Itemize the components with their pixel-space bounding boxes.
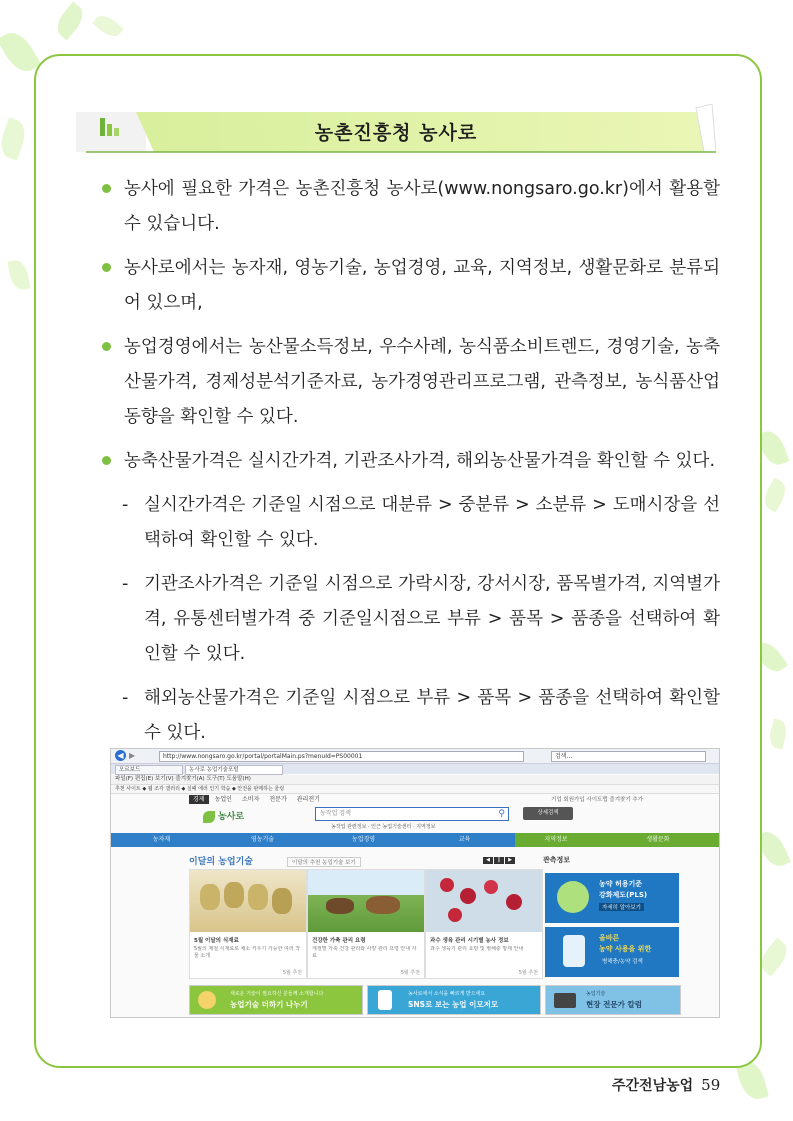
browser-tabs bbox=[111, 764, 719, 774]
mainnav-item[interactable]: 농자재 bbox=[152, 836, 171, 843]
bullet-item: 농사에 필요한 가격은 농촌진흥청 농사로(www.nongsaro.go.kr)에서 활용할 수 있습니다. bbox=[100, 172, 720, 242]
sub-item: - 기관조사가격은 기준일 시점으로 가락시장, 강서시장, 품목별가격, 지역별가격, 유통센터별가격 중 기준일시점으로 부류 > 품목 > 품종을 선택하여 확인할 수 있다. bbox=[122, 574, 720, 664]
banner-title: 농촌진흥청 농사로 bbox=[314, 122, 478, 144]
browser-tab[interactable]: 오르보드 bbox=[115, 765, 183, 775]
publication-name: 주간전남농업 bbox=[612, 1078, 694, 1094]
carousel-pause-icon[interactable]: ❙ bbox=[494, 857, 504, 864]
browser-search-input[interactable]: 검색... bbox=[551, 751, 706, 762]
section-banner bbox=[76, 104, 716, 156]
decorative-leaf bbox=[0, 117, 30, 160]
bullet-item: 농축산물가격은 실시간가격, 기관조사가격, 해외농산물가격을 확인할 수 있다. bbox=[100, 444, 720, 479]
monthly-tech-title: 이달의 농업기술 bbox=[189, 857, 253, 867]
bullet-dot bbox=[102, 456, 111, 465]
bullet-dot bbox=[102, 342, 111, 351]
browser-tab-active[interactable]: 농사로 농업기술포털 bbox=[185, 765, 283, 775]
decorative-leaf bbox=[8, 259, 31, 292]
food-image bbox=[190, 870, 306, 932]
fruit-image bbox=[426, 870, 542, 932]
tech-card[interactable]: 5월 이달의 식재료 5월의 제철 식재료로 채소 키우기 가능한 여러 작물 소개 5월 추천 bbox=[189, 869, 307, 979]
mainnav-item[interactable]: 지역정보 bbox=[515, 833, 597, 847]
carousel-controls bbox=[483, 855, 516, 864]
topnav-item[interactable]: 경제 bbox=[189, 795, 209, 804]
bullet-dot bbox=[102, 184, 111, 193]
website-screenshot bbox=[110, 748, 720, 1018]
spray-bottle-icon bbox=[563, 935, 585, 967]
browser-menubar[interactable]: 파일(F) 편집(E) 보기(V) 즐겨찾기(A) 도구(T) 도움말(H) bbox=[111, 775, 720, 785]
back-icon[interactable]: ◀ bbox=[115, 750, 126, 761]
decorative-leaf bbox=[767, 718, 790, 749]
decorative-leaf bbox=[760, 478, 791, 513]
sns-banner[interactable]: 농사로에서 소식을 빠르게 받으세요 SNS로 보는 농업 이모저모 bbox=[367, 985, 541, 1015]
topnav-item[interactable]: 전문가 bbox=[269, 796, 287, 803]
decorative-leaf bbox=[51, 2, 88, 41]
monthly-tech-more[interactable]: 이달의 추천 농업기술 보기 bbox=[287, 857, 361, 867]
article-body bbox=[100, 172, 720, 760]
topnav-item[interactable]: 농업인 bbox=[214, 796, 232, 803]
site-main-nav bbox=[111, 833, 719, 847]
search-icon[interactable]: ⚲ bbox=[498, 809, 505, 819]
url-input[interactable]: http://www.nongsaro.go.kr/portal/portalMain.ps?menuId=PS00001 bbox=[159, 751, 524, 762]
detail-search-button[interactable]: 상세검색 bbox=[523, 807, 573, 820]
bullet-item: 농업경영에서는 농산물소득정보, 우수사례, 농식품소비트렌드, 경영기술, 농축산물가격, 경제성분석기준자료, 농가경영관리프로그램, 관측정보, 농식품산업동향을 확인할 수 있다. bbox=[100, 330, 720, 435]
topnav-item[interactable]: 소비자 bbox=[241, 796, 260, 803]
site-logo[interactable]: 농사로 bbox=[203, 805, 273, 829]
page-footer bbox=[612, 1075, 720, 1095]
sprout-icon bbox=[203, 811, 215, 823]
cattle-image bbox=[308, 870, 424, 932]
mainnav-item[interactable]: 영농기술 bbox=[250, 836, 275, 843]
topnav-item[interactable]: 관리전기 bbox=[296, 796, 320, 803]
bullet-dot bbox=[102, 263, 111, 272]
decorative-leaf bbox=[92, 11, 124, 41]
pls-banner[interactable]: 농약 허용기준 강화제도(PLS) 자세히 알아보기 bbox=[545, 873, 679, 923]
mainnav-item[interactable]: 교육 bbox=[458, 836, 471, 843]
forward-icon[interactable]: ▶ bbox=[129, 751, 136, 760]
phone-icon bbox=[378, 990, 392, 1010]
outlook-title: 관측정보 bbox=[543, 856, 571, 864]
favorites-bar[interactable]: 추천 사이트 ◆ 웹 조각 갤러리 ◆ 실패 에러 인기 학습 ◆ 안전을 판매하는 울렁 bbox=[111, 785, 720, 794]
sub-links[interactable]: 농작업 관련정보 · 인근 농업기술센터 · 지역정보 bbox=[331, 824, 436, 830]
carousel-prev-icon[interactable]: ◀ bbox=[483, 857, 493, 864]
sub-item: - 해외농산물가격은 기준일 시점으로 부류 > 품목 > 품종을 선택하여 확인할 수 있다. bbox=[122, 688, 720, 743]
people-icon bbox=[198, 991, 216, 1009]
bullet-item: 농사로에서는 농자재, 영농기술, 농업경영, 교육, 지역정보, 생활문화로 분류되어 있으며, bbox=[100, 251, 720, 321]
tech-share-banner[interactable]: 새로운 기술이 필요하신 분들께 소개합니다 농업기술 더하기 나누기 bbox=[189, 985, 363, 1015]
tech-card[interactable]: 건강한 가축 관리 요령 계절별 가축 건강 관리와 사양 관리 요령 안내 자료 5월 추천 bbox=[307, 869, 425, 979]
site-search-input[interactable]: 농작업 검색 ⚲ bbox=[315, 807, 509, 821]
pesticide-icon bbox=[557, 881, 589, 913]
carousel-next-icon[interactable]: ▶ bbox=[505, 857, 515, 864]
mainnav-item[interactable]: 농업경영 bbox=[351, 836, 376, 843]
utility-links[interactable]: 기업 회원가입 사이트맵 즐겨찾기 추가 bbox=[551, 797, 644, 803]
site-top-nav bbox=[189, 795, 389, 804]
mainnav-item[interactable]: 생활문화 bbox=[597, 833, 719, 847]
pesticide-search-banner[interactable]: 올바른 농약 사용을 위한 병해충/농약 검색 bbox=[545, 927, 679, 977]
tech-card[interactable]: 과수 생육 관리 시기별 농사 정보 과수 생육기 관리 요령 및 병해충 방제 안내 5월 추천 bbox=[425, 869, 543, 979]
browser-address-bar bbox=[111, 749, 719, 764]
page-number: 59 bbox=[701, 1076, 721, 1094]
expert-column-banner[interactable]: 농업기술 현장 전문가 칼럼 bbox=[545, 985, 681, 1015]
sub-item: - 실시간가격은 기준일 시점으로 대분류 > 중분류 > 소분류 > 도매시장을 선택하여 확인할 수 있다. bbox=[122, 495, 720, 550]
briefcase-icon bbox=[554, 993, 576, 1008]
